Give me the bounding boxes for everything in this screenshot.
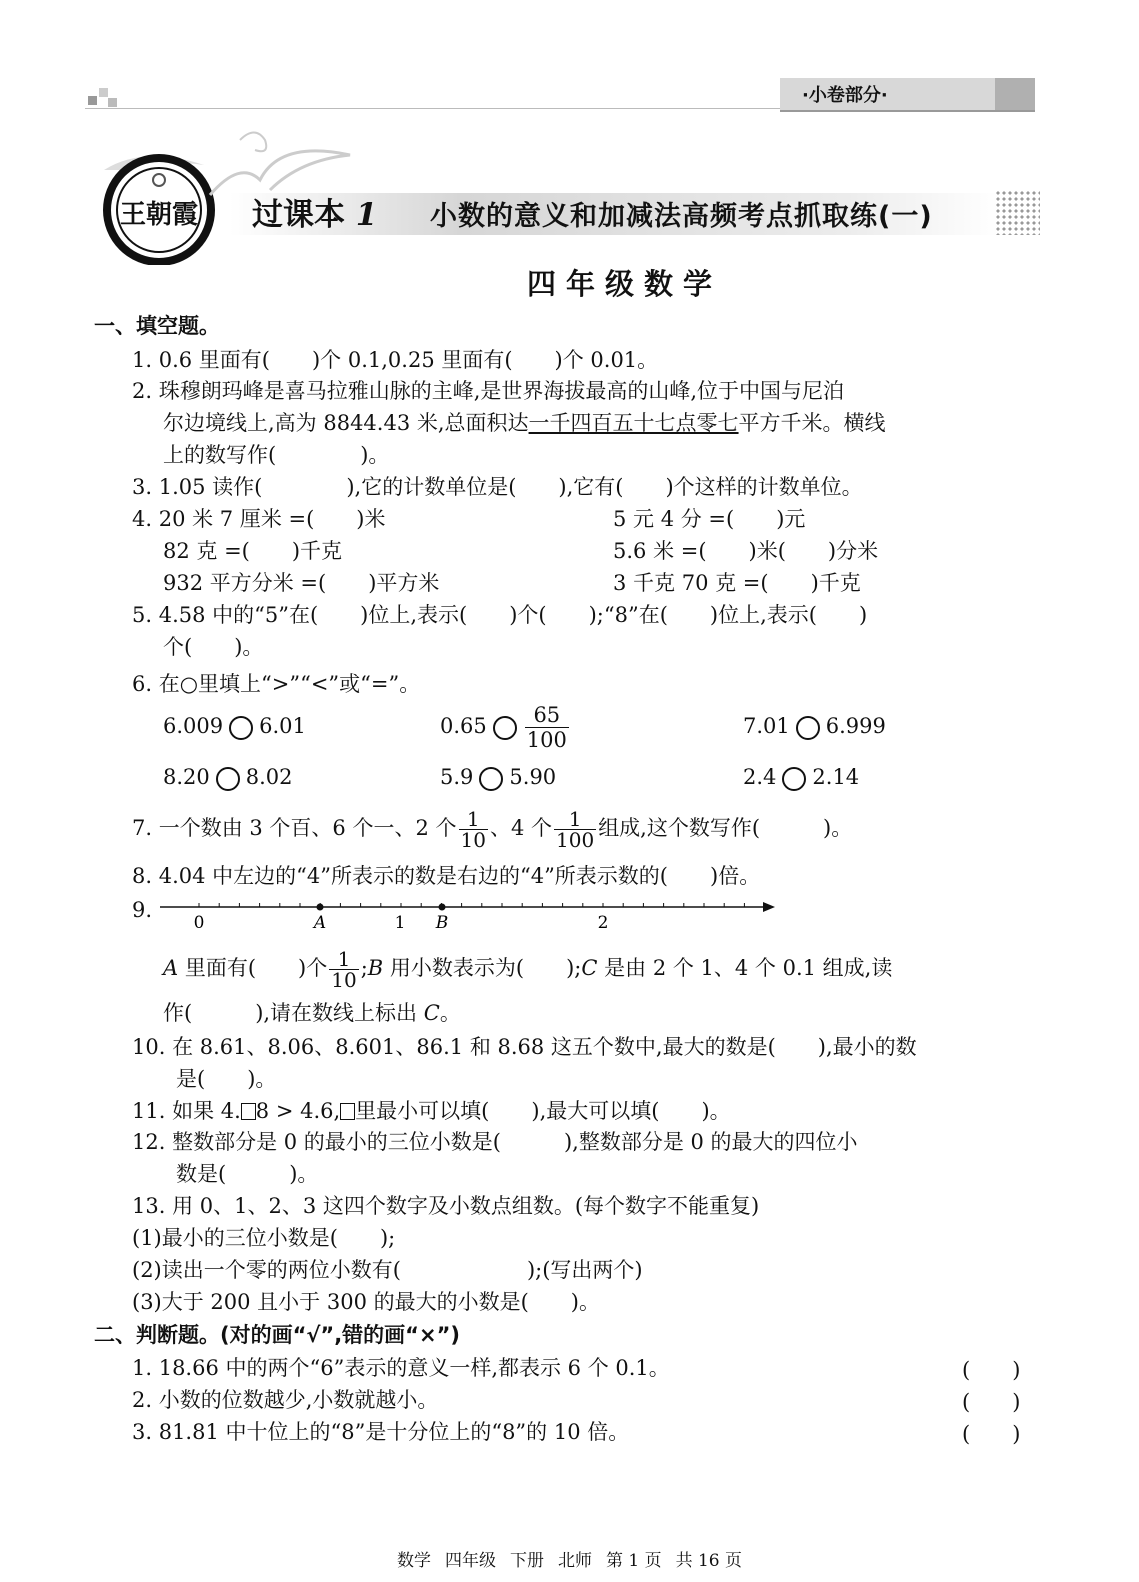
compare-item: 2.4 2.14 bbox=[743, 765, 860, 789]
tick-label-1: 1 bbox=[394, 913, 406, 933]
point-b bbox=[439, 904, 446, 911]
tick-label-a: A bbox=[313, 913, 327, 933]
q4-b: 5 元 4 分 =( )元 bbox=[613, 507, 806, 531]
tick-label-2: 2 bbox=[597, 913, 609, 933]
section-tag bbox=[780, 78, 1035, 112]
q5-line2: 个( )。 bbox=[163, 635, 264, 659]
q12-line2: 数是( )。 bbox=[176, 1162, 319, 1186]
judge-item-3: 3. 81.81 中十位上的“8”是十分位上的“8”的 10 倍。 bbox=[132, 1420, 630, 1444]
title-band-pattern bbox=[995, 190, 1040, 235]
q4-c: 82 克 =( )千克 bbox=[163, 539, 343, 563]
q13: 13. 用 0、1、2、3 这四个数字及小数点组数。(每个数字不能重复) bbox=[132, 1194, 760, 1218]
compare-item: 7.01 6.999 bbox=[743, 714, 886, 738]
q3: 3. 1.05 读作( ),它的计数单位是( ),它有( )个这样的计数单位。 bbox=[132, 475, 863, 499]
compare-circle[interactable] bbox=[493, 716, 517, 740]
tick-label-b: B bbox=[435, 913, 449, 933]
q7: 7. 一个数由 3 个百、6 个一、2 个 $\frac{1}{10}$ 、4 个 $\frac{1}{100}$ 组成,这个数写作( )。 bbox=[132, 807, 853, 852]
compare-item: 5.9 5.90 bbox=[440, 765, 557, 789]
q6: 6. 在○里填上“>”“<”或“=”。 bbox=[132, 672, 421, 696]
number-line bbox=[155, 895, 780, 940]
logo-text: 王朝霞 bbox=[119, 200, 199, 230]
judge-item-2: 2. 小数的位数越少,小数就越小。 bbox=[132, 1388, 439, 1412]
blank-square bbox=[241, 1103, 256, 1120]
answer-box[interactable]: ( ) bbox=[962, 1358, 1021, 1382]
header-rule bbox=[85, 108, 780, 109]
tick-label-0: 0 bbox=[193, 913, 205, 933]
section2-heading: 二、判断题。(对的画“√”,错的画“×”) bbox=[94, 1323, 460, 1347]
compare-circle[interactable] bbox=[216, 767, 240, 791]
q2-line2: 尔边境线上,高为 8844.43 米,总面积达一千四百五十七点零七平方千米。横线 bbox=[163, 411, 886, 435]
q1: 1. 0.6 里面有( )个 0.1,0.25 里面有( )个 0.01。 bbox=[132, 348, 659, 372]
compare-item: 8.20 8.02 bbox=[163, 765, 293, 789]
judge-item-1: 1. 18.66 中的两个“6”表示的意义一样,都表示 6 个 0.1。 bbox=[132, 1356, 670, 1380]
q2-line3: 上的数写作( )。 bbox=[163, 443, 390, 467]
q9-line1: A 里面有( )个 $\frac{1}{10}$ ;B 用小数表示为( );C 是由 2 个 1、4 个 0.1 组成,读 bbox=[163, 947, 893, 992]
q4-e: 932 平方分米 =( )平方米 bbox=[163, 571, 440, 595]
q9-line2: 作( ),请在数线上标出 C。 bbox=[163, 1001, 461, 1025]
compare-item: 0.65 $\frac{65}{100}$ bbox=[440, 703, 567, 752]
blank-square bbox=[340, 1103, 355, 1120]
q10-line1: 10. 在 8.61、8.06、8.601、86.1 和 8.68 这五个数中,最大的数是( ),最小的数 bbox=[132, 1035, 917, 1059]
answer-box[interactable]: ( ) bbox=[962, 1422, 1021, 1446]
point-a bbox=[317, 904, 324, 911]
q9-number: 9. bbox=[132, 898, 153, 922]
ribbon-decoration bbox=[200, 120, 370, 200]
compare-circle[interactable] bbox=[479, 767, 503, 791]
q4-f: 3 千克 70 克 =( )千克 bbox=[613, 571, 861, 595]
section-tag-text: ·小卷部分· bbox=[802, 85, 888, 106]
brand-logo bbox=[84, 150, 214, 260]
q10-line2: 是( )。 bbox=[176, 1067, 277, 1091]
compare-circle[interactable] bbox=[782, 767, 806, 791]
q4-a: 4. 20 米 7 厘米 =( )米 bbox=[132, 507, 386, 531]
compare-circle[interactable] bbox=[796, 716, 820, 740]
page-footer: 数学 四年级 下册 北师 第 1 页 共 16 页 bbox=[396, 1551, 743, 1571]
lesson-title: 过课本 1 bbox=[252, 197, 378, 233]
section1-heading: 一、填空题。 bbox=[94, 314, 220, 338]
q12-line1: 12. 整数部分是 0 的最小的三位小数是( ),整数部分是 0 的最大的四位小 bbox=[132, 1130, 858, 1154]
q5-line1: 5. 4.58 中的“5”在( )位上,表示( )个( );“8”在( )位上,表示( ) bbox=[132, 603, 868, 627]
q2-line1: 2. 珠穆朗玛峰是喜马拉雅山脉的主峰,是世界海拔最高的山峰,位于中国与尼泊 bbox=[132, 379, 845, 403]
answer-box[interactable]: ( ) bbox=[962, 1390, 1021, 1414]
corner-decoration bbox=[88, 88, 118, 108]
q11: 11. 如果 4. 8 > 4.6, 里最小可以填( ),最大可以填( )。 bbox=[132, 1099, 731, 1123]
q13-3: (3)大于 200 且小于 300 的最大的小数是( )。 bbox=[132, 1290, 600, 1314]
compare-circle[interactable] bbox=[229, 716, 253, 740]
lesson-subtitle: 小数的意义和加减法高频考点抓取练(一) bbox=[430, 201, 933, 232]
q8: 8. 4.04 中左边的“4”所表示的数是右边的“4”所表示数的( )倍。 bbox=[132, 864, 761, 888]
q13-1: (1)最小的三位小数是( ); bbox=[132, 1226, 396, 1250]
q4-d: 5.6 米 =( )米( )分米 bbox=[613, 539, 879, 563]
compare-item: 6.009 6.01 bbox=[163, 714, 306, 738]
subject-title: 四年级数学 bbox=[526, 267, 722, 301]
q13-2: (2)读出一个零的两位小数有( );(写出两个) bbox=[132, 1258, 643, 1282]
